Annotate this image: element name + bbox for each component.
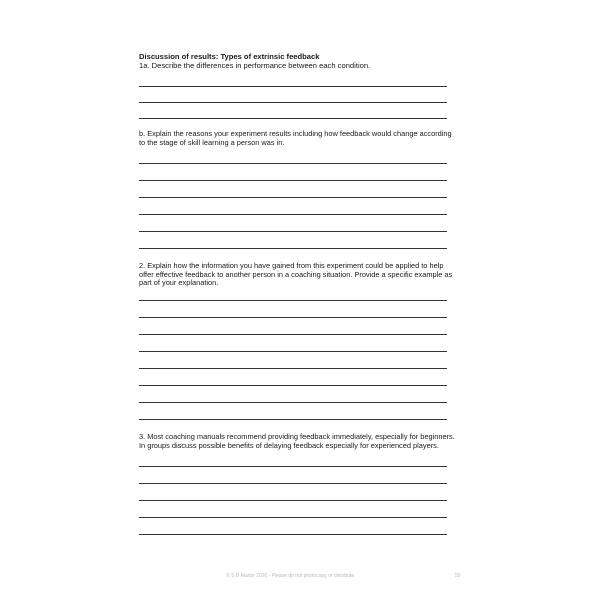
answer-line[interactable] bbox=[139, 180, 447, 181]
answer-line[interactable] bbox=[139, 368, 447, 369]
answer-line[interactable] bbox=[139, 197, 447, 198]
answer-line[interactable] bbox=[139, 466, 447, 467]
answer-line[interactable] bbox=[139, 419, 447, 420]
section-heading: Discussion of results: Types of extrinsic feedback bbox=[139, 52, 320, 61]
question-3: 3. Most coaching manuals recommend providing feedback immediately, especially for beginners. In groups discuss possible benefits of delaying feedback especially for experienced players. bbox=[139, 432, 455, 450]
answer-line[interactable] bbox=[139, 334, 447, 335]
answer-line[interactable] bbox=[139, 118, 447, 119]
answer-line[interactable] bbox=[139, 534, 447, 535]
footer-copyright: © S D Martin 2026 - Please do not photocopy or distribute bbox=[226, 573, 355, 579]
answer-line[interactable] bbox=[139, 351, 447, 352]
answer-line[interactable] bbox=[139, 163, 447, 164]
answer-line[interactable] bbox=[139, 86, 447, 87]
answer-line[interactable] bbox=[139, 248, 447, 249]
question-1a: 1a. Describe the differences in performance between each condition. bbox=[139, 61, 371, 70]
answer-line[interactable] bbox=[139, 214, 447, 215]
page-number: 59 bbox=[455, 573, 461, 579]
answer-line[interactable] bbox=[139, 300, 447, 301]
answer-line[interactable] bbox=[139, 102, 447, 103]
answer-line[interactable] bbox=[139, 402, 447, 403]
question-1b: b. Explain the reasons your experiment results including how feedback would change according to the stage of skill learning a person was in. bbox=[139, 129, 452, 147]
answer-line[interactable] bbox=[139, 483, 447, 484]
answer-line[interactable] bbox=[139, 517, 447, 518]
answer-line[interactable] bbox=[139, 317, 447, 318]
answer-line[interactable] bbox=[139, 385, 447, 386]
answer-line[interactable] bbox=[139, 500, 447, 501]
answer-line[interactable] bbox=[139, 231, 447, 232]
question-2: 2. Explain how the information you have gained from this experiment could be applied to help offer effective feedback to another person in a coaching situation. Provide a specific example as part of your explanation. bbox=[139, 261, 453, 288]
